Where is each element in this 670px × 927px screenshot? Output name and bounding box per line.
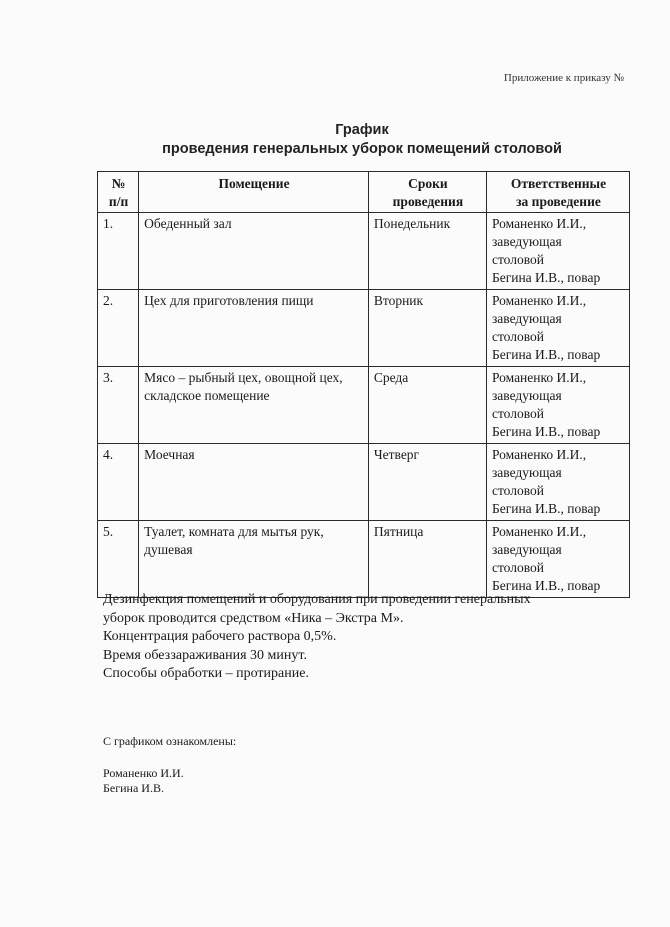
- table-header-row: [98, 172, 630, 213]
- title-line-2: проведения генеральных уборок помещений столовой: [162, 141, 562, 157]
- responsible-line: Бегина И.В., повар: [491, 578, 601, 593]
- table-row: [98, 444, 630, 521]
- signers-list: [103, 766, 184, 796]
- header-responsible: [486, 172, 629, 213]
- row-room: Обеденный зал: [139, 213, 369, 290]
- responsible-line: заведующая: [491, 542, 562, 557]
- responsible-line: Романенко И.И.,: [491, 293, 587, 308]
- appendix-reference: Приложение к приказу №: [503, 72, 624, 84]
- row-num: 2.: [98, 290, 139, 367]
- row-num: 3.: [98, 367, 139, 444]
- header-time-line-2: проведения: [392, 194, 464, 209]
- responsible-line: Романенко И.И.,: [491, 524, 587, 539]
- header-num: [98, 172, 139, 213]
- document-title: [0, 121, 670, 159]
- notes-line: Время обеззараживания 30 минут.: [103, 647, 307, 663]
- responsible-line: Романенко И.И.,: [491, 216, 587, 231]
- table-row: [98, 213, 630, 290]
- row-room: Туалет, комната для мытья рук, душевая: [139, 521, 369, 598]
- signer-name: Романенко И.И.: [103, 766, 184, 780]
- row-time: Пятница: [368, 521, 486, 598]
- row-num: 4.: [98, 444, 139, 521]
- row-num: 1.: [98, 213, 139, 290]
- header-time-line-1: Сроки: [408, 176, 448, 191]
- row-room: Цех для приготовления пищи: [139, 290, 369, 367]
- header-time: [368, 172, 486, 213]
- notes-line: Дезинфекция помещений и оборудования при проведении генеральных: [103, 592, 531, 607]
- table-row: [98, 367, 630, 444]
- header-num-line-2: п/п: [108, 194, 129, 209]
- row-time: Четверг: [368, 444, 486, 521]
- row-time: Вторник: [368, 290, 486, 367]
- header-room: Помещение: [139, 172, 369, 213]
- responsible-line: столовой: [491, 329, 544, 344]
- header-num-line-1: №: [111, 176, 126, 191]
- cleaning-schedule-table: [97, 171, 630, 598]
- responsible-line: Бегина И.В., повар: [491, 347, 601, 362]
- notes-line: уборок проводится средством «Ника – Экстра М».: [103, 610, 404, 626]
- responsible-line: Романенко И.И.,: [491, 370, 587, 385]
- row-responsible: [486, 290, 629, 367]
- header-responsible-line-2: за проведение: [516, 194, 601, 209]
- row-responsible: [486, 444, 629, 521]
- row-responsible: [486, 367, 629, 444]
- notes-line: Способы обработки – протирание.: [103, 666, 309, 681]
- responsible-line: заведующая: [491, 311, 562, 326]
- row-room: Моечная: [139, 444, 369, 521]
- header-responsible-line-1: Ответственные: [510, 176, 607, 191]
- row-responsible: [486, 213, 629, 290]
- signer-name: Бегина И.В.: [103, 781, 164, 795]
- row-time: Среда: [368, 367, 486, 444]
- responsible-line: столовой: [491, 560, 544, 575]
- responsible-line: заведующая: [491, 234, 562, 249]
- responsible-line: Романенко И.И.,: [491, 447, 587, 462]
- responsible-line: заведующая: [491, 388, 562, 403]
- row-responsible: [486, 521, 629, 598]
- row-time: Понедельник: [368, 213, 486, 290]
- notes-line: Концентрация рабочего раствора 0,5%.: [103, 629, 337, 644]
- responsible-line: Бегина И.В., повар: [491, 270, 601, 285]
- responsible-line: Бегина И.В., повар: [491, 501, 601, 516]
- responsible-line: столовой: [491, 252, 544, 267]
- acknowledgement-label: С графиком ознакомлены:: [103, 734, 237, 748]
- row-room: Мясо – рыбный цех, овощной цех, складское помещение: [139, 367, 369, 444]
- disinfection-notes: [103, 591, 623, 684]
- responsible-line: Бегина И.В., повар: [491, 424, 601, 439]
- table-row: [98, 290, 630, 367]
- row-num: 5.: [98, 521, 139, 598]
- title-line-1: График: [335, 122, 389, 138]
- responsible-line: столовой: [491, 406, 544, 421]
- responsible-line: столовой: [491, 483, 544, 498]
- responsible-line: заведующая: [491, 465, 562, 480]
- table-row: [98, 521, 630, 598]
